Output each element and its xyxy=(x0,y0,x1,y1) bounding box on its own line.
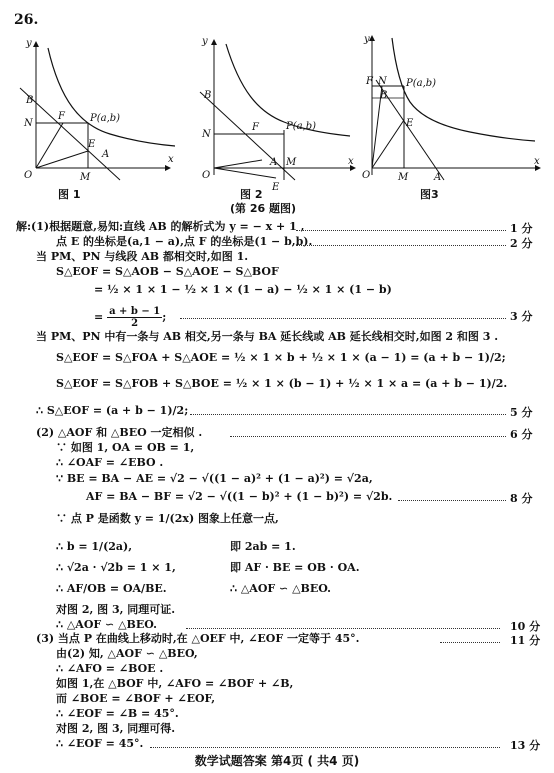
score-3: 3 分 xyxy=(510,310,533,323)
problem-number: 26. xyxy=(14,12,39,28)
score-5: 5 分 xyxy=(510,406,533,419)
fig2-x-label: x xyxy=(348,156,354,167)
fig2-a-label: A xyxy=(270,157,278,168)
solution-line-7: 当 PM、PN 中有一条与 AB 相交,另一条与 BA 延长线或 AB 延长线相交时,如图 2 和图 3 . xyxy=(36,330,499,343)
score-2: 2 分 xyxy=(510,237,533,250)
score-1: 1 分 xyxy=(510,222,533,235)
dot-leader xyxy=(440,642,500,643)
solution-line-6: = $\frac{a + b - 1}{2}$ ; xyxy=(94,306,167,329)
dot-leader xyxy=(230,436,506,437)
score-11: 11 分 xyxy=(510,634,541,647)
fig2-m-label: M xyxy=(286,157,297,168)
dot-leader xyxy=(150,747,500,748)
fig2-caption: 图 2 xyxy=(240,188,263,201)
fig1-caption: 图 1 xyxy=(58,188,81,201)
fig3-b-label: B xyxy=(380,90,388,101)
solution-line-19a: ∴ AF/OB = OA/BE. xyxy=(56,582,167,595)
solution-line-8: S△EOF = S△FOA + S△AOE = ½ × 1 × b + ½ × 1 × (a − 1) = (a + b − 1)/2; xyxy=(56,351,506,364)
fig1-p-label: P(a,b) xyxy=(90,113,121,124)
fig1-a-label: A xyxy=(102,149,110,160)
solution-line-29: ∴ ∠EOF = 45°. xyxy=(56,737,144,750)
fig1-y-label: y xyxy=(26,38,32,49)
solution-line-18a: ∴ √2a · √2b = 1 × 1, xyxy=(56,561,176,574)
numerator: a + b − 1 xyxy=(109,306,161,317)
solution-line-17a: ∴ b = 1/(2a), xyxy=(56,540,133,553)
figure-2 xyxy=(200,40,355,180)
solution-line-3: 当 PM、PN 与线段 AB 都相交时,如图 1. xyxy=(36,250,249,263)
figure-1 xyxy=(20,42,175,180)
solution-line-9: S△EOF = S△FOB + S△BOE = ½ × 1 × (b − 1) + ½ × 1 × a = (a + b − 1)/2. xyxy=(56,377,508,390)
solution-line-28: 对图 2, 图 3, 同理可得. xyxy=(56,722,176,735)
solution-line-5: = ½ × 1 × 1 − ½ × 1 × (1 − a) − ½ × 1 × (1 − b) xyxy=(94,283,392,296)
score-13: 13 分 xyxy=(510,739,541,752)
fig3-m-label: M xyxy=(398,172,409,183)
dot-leader xyxy=(296,230,506,231)
solution-line-24: ∴ ∠AFO = ∠BOE . xyxy=(56,662,164,675)
fig3-n-label: N xyxy=(378,76,387,87)
denominator: 2 xyxy=(131,318,139,329)
fig3-f-label: F xyxy=(366,76,373,87)
fig3-o-label: O xyxy=(362,170,371,181)
solution-line-2: 点 E 的坐标是(a,1 − a),点 F 的坐标是(1 − b,b). xyxy=(56,235,313,248)
fig2-p-label: P(a,b) xyxy=(286,121,317,132)
solution-line-18b: 即 AF · BE = OB · OA. xyxy=(230,561,360,574)
figure-3 xyxy=(372,36,540,180)
fig2-y-label: y xyxy=(202,36,208,47)
fig2-b-label: B xyxy=(204,90,212,101)
solution-line-4: S△EOF = S△AOB − S△AOE − S△BOF xyxy=(56,265,279,278)
fig3-y-label: y xyxy=(364,34,370,45)
solution-line-27: ∴ ∠EOF = ∠B = 45°. xyxy=(56,707,179,720)
figure-group-caption: (第 26 题图) xyxy=(230,202,297,215)
solution-line-22: (3) 当点 P 在曲线上移动时,在 △OEF 中, ∠EOF 一定等于 45°. xyxy=(36,632,360,645)
solution-line-1: 解:(1)根据题意,易知:直线 AB 的解析式为 y = − x + 1 , xyxy=(16,220,305,233)
fig3-caption: 图3 xyxy=(420,188,439,201)
solution-line-17b: 即 2ab = 1. xyxy=(230,540,296,553)
score-10: 10 分 xyxy=(510,620,541,633)
equals-sign: = xyxy=(94,310,104,324)
solution-line-19b: ∴ △AOF ∽ △BEO. xyxy=(230,582,331,595)
fig1-n-label: N xyxy=(24,118,33,129)
solution-line-10: ∴ S△EOF = (a + b − 1)/2; xyxy=(36,404,189,417)
fig1-m-label: M xyxy=(80,172,91,183)
solution-line-15: AF = BA − BF = √2 − √((1 − b)² + (1 − b)²) = √2b. xyxy=(86,490,393,503)
fig2-f-label: F xyxy=(252,122,259,133)
solution-line-21: ∴ △AOF ∽ △BEO. xyxy=(56,618,157,631)
dot-leader xyxy=(296,245,506,246)
fig3-a-label: A xyxy=(434,172,442,183)
fig1-x-label: x xyxy=(168,154,174,165)
fig3-x-label: x xyxy=(534,156,540,167)
fig3-e-label: E xyxy=(406,118,414,129)
solution-line-20: 对图 2, 图 3, 同理可证. xyxy=(56,603,176,616)
solution-line-26: 而 ∠BOE = ∠BOF + ∠EOF, xyxy=(56,692,216,705)
dot-leader xyxy=(398,500,506,501)
score-8: 8 分 xyxy=(510,492,533,505)
fraction xyxy=(107,306,162,329)
fig2-n-label: N xyxy=(202,129,211,140)
dot-leader xyxy=(190,414,506,415)
solution-line-12: ∵ 如图 1, OA = OB = 1, xyxy=(56,441,195,454)
fig1-o-label: O xyxy=(24,170,33,181)
solution-line-25: 如图 1,在 △BOF 中, ∠AFO = ∠BOF + ∠B, xyxy=(56,677,294,690)
fig2-e-label: E xyxy=(272,182,280,193)
fig1-b-label: B xyxy=(26,95,34,106)
dot-leader xyxy=(186,628,500,629)
dot-leader xyxy=(180,318,506,319)
fig1-f-label: F xyxy=(58,111,65,122)
score-6: 6 分 xyxy=(510,428,533,441)
figures-panel xyxy=(0,30,554,200)
fig1-e-label: E xyxy=(88,139,96,150)
solution-line-16: ∵ 点 P 是函数 y = 1/(2x) 图象上任意一点, xyxy=(56,512,279,525)
solution-line-14: ∵ BE = BA − AE = √2 − √((1 − a)² + (1 − a)²) = √2a, xyxy=(56,472,373,485)
solution-line-11: (2) △AOF 和 △BEO 一定相似 . xyxy=(36,426,203,439)
fig2-o-label: O xyxy=(202,170,211,181)
page-footer: 数学试题答案 第4页 ( 共4 页) xyxy=(194,754,360,768)
solution-line-23: 由(2) 知, △AOF ∽ △BEO, xyxy=(56,647,198,660)
fig3-p-label: P(a,b) xyxy=(406,78,437,89)
solution-line-13: ∴ ∠OAF = ∠EBO . xyxy=(56,456,164,469)
